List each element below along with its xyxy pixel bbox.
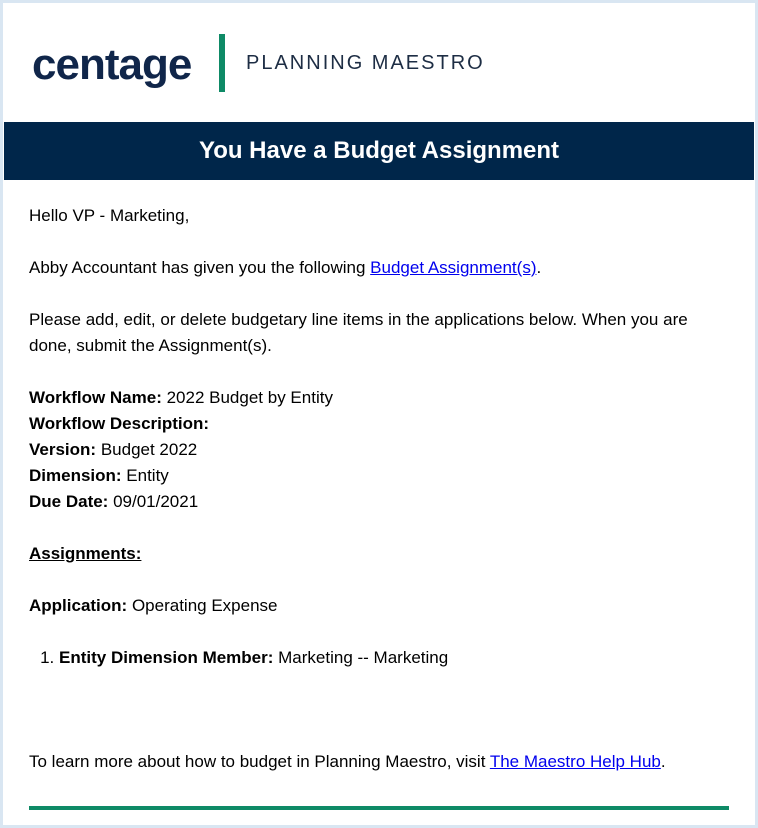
application-value: Operating Expense [127,596,278,615]
email-frame [3,3,755,825]
field-label: Version: [29,440,97,459]
member-list [29,645,729,671]
member-value: Marketing -- Marketing [273,648,449,667]
footer-line [29,749,729,775]
list-item [59,645,729,671]
field-dimension [29,463,729,489]
field-value: 2022 Budget by Entity [161,388,333,407]
field-label: Due Date: [29,492,109,511]
field-value: 09/01/2021 [108,492,199,511]
assignments-heading: Assignments: [29,544,142,563]
field-value: Entity [121,466,169,485]
logo-divider [219,34,225,92]
product-name: PLANNING MAESTRO [246,52,485,74]
bottom-divider [29,806,729,810]
field-version [29,437,729,463]
application-label: Application: [29,596,128,615]
field-due-date [29,489,729,515]
help-hub-link[interactable]: The Maestro Help Hub [489,752,661,771]
field-label: Workflow Description: [29,414,210,433]
field-label: Dimension: [29,466,122,485]
application-line [29,593,729,619]
field-label: Workflow Name: [29,388,162,407]
logo-header [3,3,755,122]
field-workflow-description [29,411,729,437]
greeting: Hello VP - Marketing, [29,206,190,225]
email-body [29,203,729,775]
centage-logo: centage [32,40,192,89]
intro-prefix: Abby Accountant has given you the following [29,258,371,277]
budget-assignment-link[interactable]: Budget Assignment(s) [370,258,537,277]
footer-prefix: To learn more about how to budget in Planning Maestro, visit [29,752,490,771]
field-workflow-name [29,385,729,411]
intro-line [29,255,729,281]
banner-title: You Have a Budget Assignment [4,122,754,180]
intro-suffix: . [536,258,542,277]
field-value: Budget 2022 [96,440,198,459]
instructions: Please add, edit, or delete budgetary line items in the applications below. When you are done, submit the Assignment(s). [29,310,688,355]
member-label: Entity Dimension Member: [59,648,274,667]
footer-suffix: . [660,752,666,771]
